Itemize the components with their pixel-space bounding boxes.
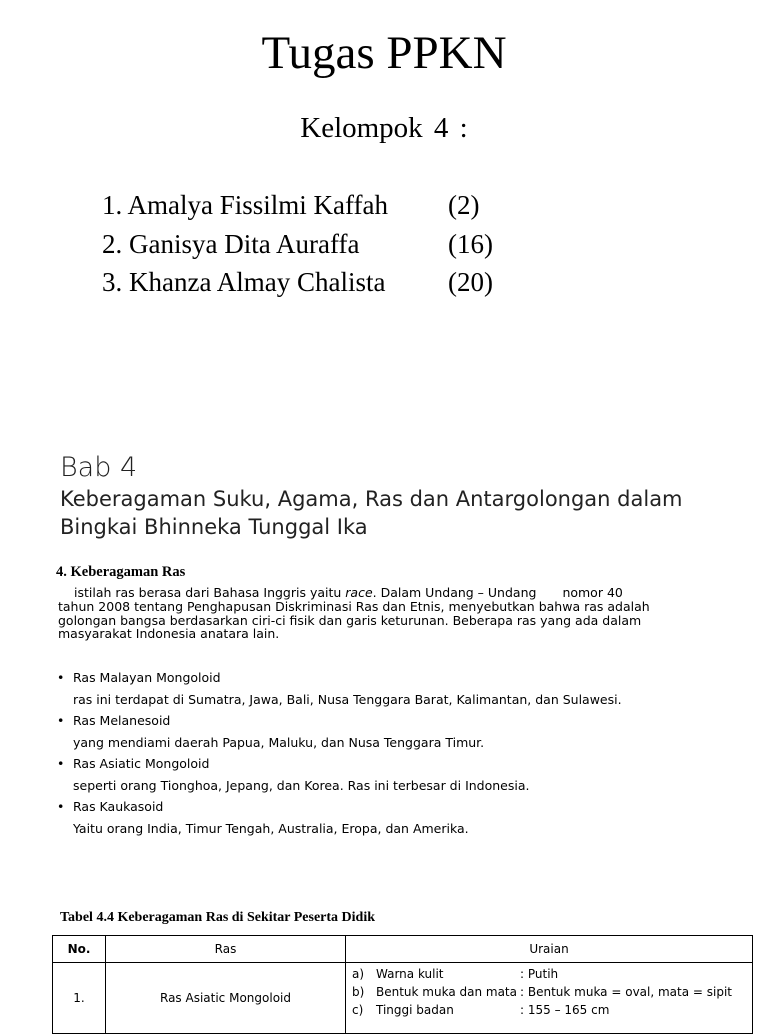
- chapter-subtitle-line: Bingkai Bhinneka Tunggal Ika: [60, 515, 368, 539]
- member-number: (20): [448, 267, 493, 297]
- detail-label: Tinggi badan: [376, 1003, 454, 1017]
- member-number: (16): [448, 229, 493, 259]
- race-name: Ras Melanesoid: [73, 713, 171, 728]
- detail-value: : Bentuk muka = oval, mata = sipit: [520, 985, 733, 999]
- detail-line: [352, 1001, 746, 1019]
- cell-uraian: [346, 963, 753, 1034]
- page-title: Tugas PPKN: [261, 27, 507, 79]
- header-no: No.: [53, 936, 106, 963]
- cell-ras: Ras Asiatic Mongoloid: [106, 963, 346, 1034]
- header-uraian: Uraian: [346, 936, 753, 963]
- detail-letter: a): [352, 967, 365, 981]
- table-header-row: [53, 936, 753, 963]
- header-ras: Ras: [106, 936, 346, 963]
- detail-letter: c): [352, 1003, 364, 1017]
- detail-line: [352, 965, 746, 983]
- chapter-title: Bab 4: [60, 452, 138, 483]
- race-list-item: [57, 713, 170, 728]
- detail-label: Warna kulit: [376, 967, 444, 981]
- race-list-item: [57, 756, 209, 771]
- intro-line: [74, 586, 623, 599]
- member-number: (2): [448, 190, 480, 220]
- intro-text: nomor 40: [562, 585, 623, 600]
- member-name: 1. Amalya Fissilmi Kaffah: [102, 190, 388, 220]
- race-description: seperti orang Tionghoa, Jepang, dan Korea. Ras ini terbesar di Indonesia.: [73, 778, 530, 793]
- race-name: Ras Kaukasoid: [73, 799, 164, 814]
- table-caption: Tabel 4.4 Keberagaman Ras di Sekitar Peserta Didik: [60, 910, 376, 925]
- chapter-subtitle-line: Keberagaman Suku, Agama, Ras dan Antargolongan dalam: [60, 487, 683, 511]
- member-name: 3. Khanza Almay Chalista: [102, 267, 386, 297]
- detail-letter: b): [352, 985, 365, 999]
- section-heading: 4. Keberagaman Ras: [56, 564, 186, 580]
- race-table: [52, 935, 753, 1034]
- member-item: [102, 190, 479, 221]
- intro-line: tahun 2008 tentang Penghapusan Diskriminasi Ras dan Etnis, menyebutkan bahwa ras adalah: [58, 599, 650, 614]
- table-row: [53, 963, 753, 1034]
- race-name: Ras Malayan Mongoloid: [73, 670, 221, 685]
- bullet-icon: •: [57, 756, 65, 771]
- intro-italic: race: [345, 585, 373, 600]
- intro-line: golongan bangsa berdasarkan ciri-ci fisik dan garis keturunan. Beberapa ras yang ada dalam: [58, 613, 642, 628]
- intro-text: . Dalam Undang – Undang: [372, 585, 537, 600]
- race-list-item: [57, 670, 221, 685]
- race-name: Ras Asiatic Mongoloid: [73, 756, 210, 771]
- bullet-icon: •: [57, 799, 65, 814]
- race-description: Yaitu orang India, Timur Tengah, Australia, Eropa, dan Amerika.: [73, 821, 469, 836]
- race-description: yang mendiami daerah Papua, Maluku, dan Nusa Tenggara Timur.: [73, 735, 485, 750]
- detail-value: : Putih: [520, 967, 559, 981]
- cell-no: 1.: [53, 963, 106, 1034]
- member-item: [102, 229, 493, 260]
- group-label: Kelompok 4 :: [300, 112, 468, 144]
- bullet-icon: •: [57, 670, 65, 685]
- race-list-item: [57, 799, 163, 814]
- member-name: 2. Ganisya Dita Auraffa: [102, 229, 360, 259]
- intro-line: masyarakat Indonesia anatara lain.: [58, 626, 280, 641]
- detail-value: : 155 – 165 cm: [520, 1003, 610, 1017]
- bullet-icon: •: [57, 713, 65, 728]
- detail-label: Bentuk muka dan mata: [376, 985, 517, 999]
- race-description: ras ini terdapat di Sumatra, Jawa, Bali, Nusa Tenggara Barat, Kalimantan, dan Sulawesi.: [73, 692, 622, 707]
- intro-text: istilah ras berasa dari Bahasa Inggris yaitu: [74, 585, 346, 600]
- detail-line: [352, 983, 746, 1001]
- member-item: [102, 267, 493, 298]
